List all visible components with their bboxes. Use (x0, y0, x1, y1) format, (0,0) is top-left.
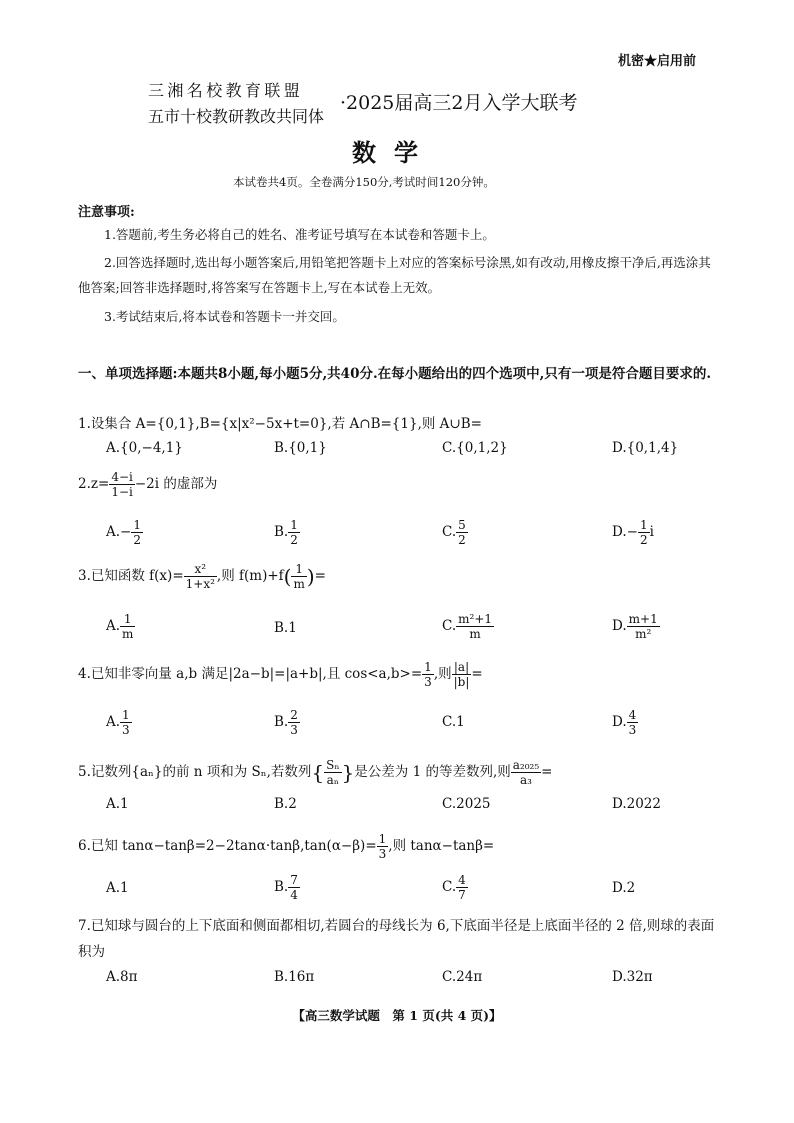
question-5-stem: 5.记数列{aₙ}的前 n 项和为 Sₙ,若数列{ $\frac{\text{Sₙ}}{\text{aₙ}}$ }是公差为 1 的等差数列,则 $\frac{\text{a₂₀₂₅}}{\text{a₃}}$ = (78, 758, 553, 787)
question-3-option-c: C. $\frac{\text{m²+1}}{m}$ (442, 612, 493, 641)
question-2-option-a: A.− $\frac{1}{2}$ (106, 518, 141, 547)
question-3-inner-fraction: $\frac{1}{m}$ (293, 562, 305, 591)
league-name-1: 三湘名校教育联盟 (148, 81, 304, 100)
question-7-option-d: D.32π (612, 969, 653, 985)
question-4-ratio: $\frac{|a|}{|b|}$ (453, 660, 470, 689)
question-6-option-d: D.2 (612, 880, 636, 896)
question-3-option-a: A. $\frac{1}{m}$ (106, 612, 134, 641)
confidential-mark: 机密★启用前 (618, 54, 697, 69)
exam-title: ·2025届高三2月入学大联考 (340, 92, 578, 114)
question-1-option-b: B.{0,1} (274, 440, 327, 456)
question-5-option-d: D.2022 (612, 796, 661, 812)
question-3-fraction: $\frac{\text{x²}}{\text{1+x²}}$ (185, 562, 215, 591)
section-heading: 一、单项选择题:本题共8小题,每小题5分,共40分.在每小题给出的四个选项中,只有一项是符合题目要求的. (78, 366, 712, 382)
question-5-option-b: B.2 (274, 796, 297, 812)
question-2-denominator: 1−i (111, 485, 133, 499)
note-item: 2.回答选择题时,选出每小题答案后,用铅笔把答题卡上对应的答案标号涂黑,如有改动,用橡皮擦干净后,再选涂其他答案;回答非选择题时,将答案写在答题卡上,写在本试卷上无效。 (78, 255, 711, 295)
question-1-option-a: A.{0,−4,1} (106, 440, 183, 456)
question-5-fraction: $\frac{\text{Sₙ}}{\text{aₙ}}$ (326, 758, 340, 787)
page-footer: 【高三数学试题 第 1 页(共 4 页)】 (292, 1008, 502, 1023)
question-6-stem: 6.已知 tanα−tanβ=2−2tanα·tanβ,tan(α−β)= $\frac{1}{3}$ ,则 tanα−tanβ= (78, 832, 495, 861)
note-item: 3.考试结束后,将本试卷和答题卡一并交回。 (104, 309, 345, 324)
question-6-fraction: $\frac{1}{3}$ (378, 832, 387, 861)
league-name-2: 五市十校教研教改共同体 (148, 107, 325, 126)
question-4-option-d: D. $\frac{4}{3}$ (612, 708, 637, 737)
question-4-option-b: B. $\frac{2}{3}$ (274, 708, 298, 737)
question-2-prefix: 2.z= (78, 476, 110, 492)
question-3-option-d: D. $\frac{m+1}{\text{m²}}$ (612, 612, 658, 641)
question-2-option-c: C. $\frac{5}{2}$ (442, 518, 466, 547)
question-2-suffix: −2i 的虚部为 (134, 476, 218, 492)
question-6-option-b: B. $\frac{7}{4}$ (274, 873, 298, 902)
question-2-stem (78, 470, 217, 499)
question-4-option-c: C.1 (442, 714, 465, 730)
question-1-stem: 1.设集合 A={0,1},B={x|x²−5x+t=0},若 A∩B={1},则 A∪B= (78, 416, 482, 432)
question-3-option-b: B.1 (274, 620, 297, 636)
exam-info: 本试卷共4页。全卷满分150分,考试时间120分钟。 (233, 175, 495, 189)
question-4-fraction: $\frac{1}{3}$ (424, 660, 432, 689)
notes-title: 注意事项: (78, 205, 135, 220)
note-item: 1.答题前,考生务必将自己的姓名、准考证号填写在本试卷和答题卡上。 (104, 227, 495, 242)
question-6-option-c: C. $\frac{4}{7}$ (442, 873, 466, 902)
question-5-option-c: C.2025 (442, 796, 491, 812)
question-7-option-b: B.16π (274, 969, 315, 985)
question-1-option-c: C.{0,1,2} (442, 440, 508, 456)
question-6-option-a: A.1 (106, 880, 129, 896)
question-2-option-d: D.− $\frac{1}{2}$ i (612, 518, 654, 547)
question-5-ratio: $\frac{\text{a₂₀₂₅}}{\text{a₃}}$ (512, 758, 540, 787)
question-2-fraction (109, 470, 135, 499)
question-2-numerator: 4−i (111, 470, 133, 484)
subject-title: 数学 (352, 138, 436, 167)
question-7-option-c: C.24π (442, 969, 483, 985)
question-7-option-a: A.8π (106, 969, 138, 985)
question-2-option-b: B. $\frac{1}{2}$ (274, 518, 298, 547)
question-3-stem: 3.已知函数 f(x)= $\frac{\text{x²}}{\text{1+x²}}$ ,则 f(m)+f( $\frac{1}{m}$ )= (78, 562, 326, 591)
question-1-option-d: D.{0,1,4} (612, 440, 679, 456)
question-5-option-a: A.1 (106, 796, 129, 812)
question-4-option-a: A. $\frac{1}{3}$ (106, 708, 130, 737)
league-names (148, 78, 324, 130)
question-4-stem: 4.已知非零向量 a,b 满足|2a−b|=|a+b|,且 cos<a,b>= $\frac{1}{3}$ ,则 $\frac{|a|}{|b|}$ = (78, 660, 483, 689)
question-7-stem: 7.已知球与圆台的上下底面和侧面都相切,若圆台的母线长为 6,下底面半径是上底面半径的 2 倍,则球的表面积为 (78, 918, 715, 960)
